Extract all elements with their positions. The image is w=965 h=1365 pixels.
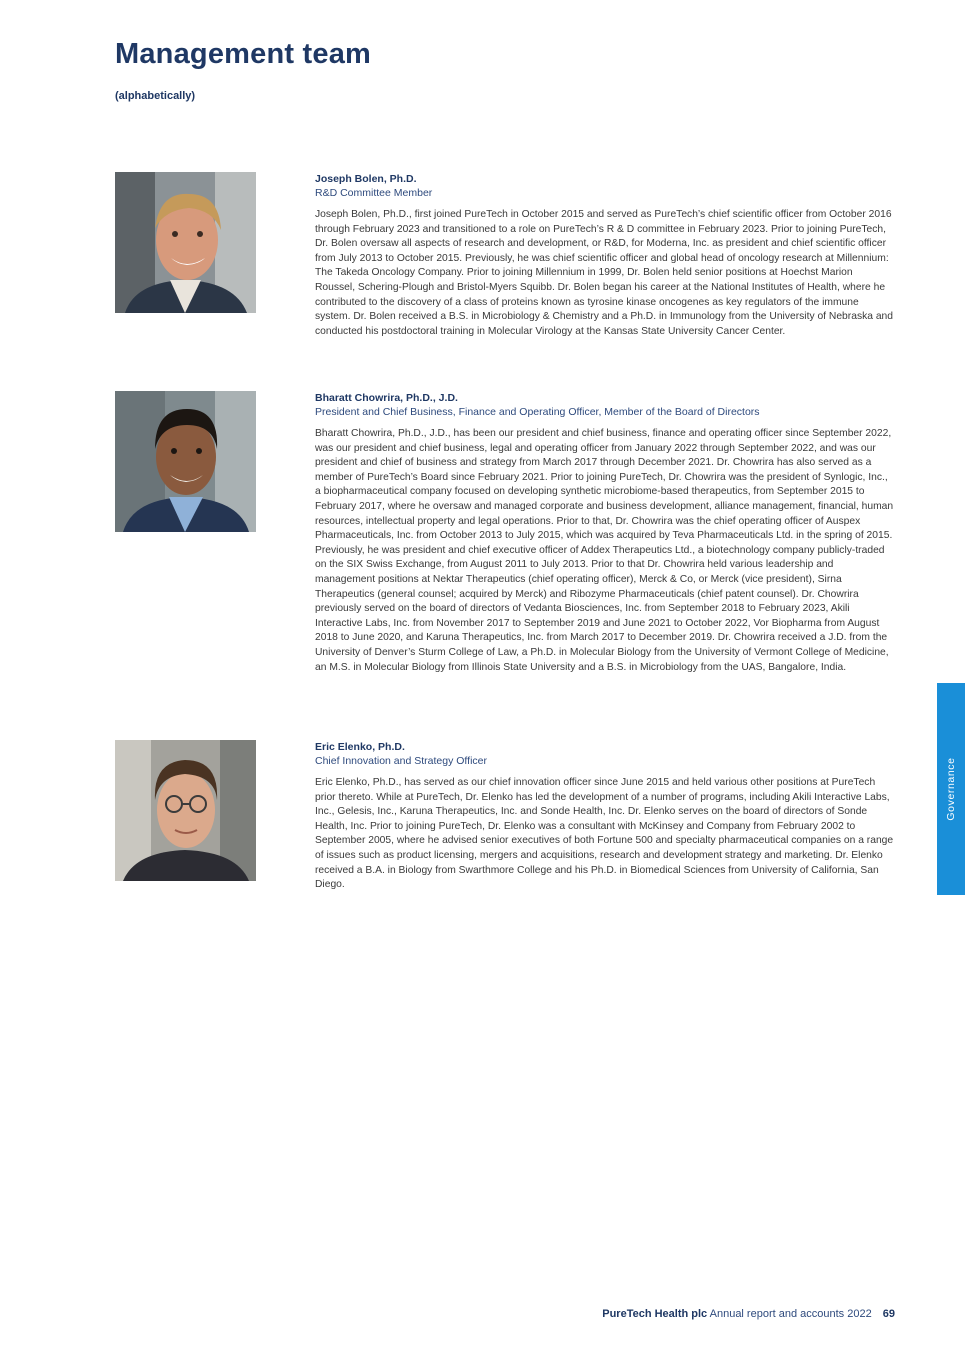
- governance-tab-label: Governance: [945, 757, 957, 821]
- member-role: Chief Innovation and Strategy Officer: [315, 755, 487, 767]
- governance-section-tab[interactable]: [937, 683, 965, 895]
- page-subtitle: (alphabetically): [115, 90, 196, 102]
- member-bio-block: [315, 391, 895, 675]
- portrait-photo: [115, 172, 256, 313]
- footer-company: PureTech Health plc: [602, 1308, 708, 1320]
- member-role: R&D Committee Member: [315, 187, 433, 199]
- member-bio-block: [315, 172, 895, 339]
- member-name: Bharatt Chowrira, Ph.D., J.D.: [315, 392, 458, 404]
- page-footer: [602, 1308, 895, 1320]
- member-name: Eric Elenko, Ph.D.: [315, 741, 405, 753]
- portrait-photo: [115, 740, 256, 881]
- member-bio: Bharatt Chowrira, Ph.D., J.D., has been our president and chief business, finance and operating officer since September 2022, was our president and chief business, legal and operating officer from January 2022 through September 2022, and was our president and chief of business and strategy from March 2017 through December 2021. Dr. Chowrira has also served as a member of PureTech’s Board since February 2021. Prior to joining PureTech, Dr. Chowrira was the president of Synlogic, Inc., a biopharmaceutical company focused on developing synthetic microbiome-based therapeutics, from September 2015 to February 2017, where he oversaw and managed corporate and business development, alliance management, financial, human resources, intellectual property and legal operations. Prior to that, Dr. Chowrira was the chief operating officer of Auspex Pharmaceuticals, Inc. from October 2013 to July 2015, which was acquired by Teva Pharmaceuticals Ltd. in the spring of 2015. Previously, he was president and chief executive officer of Addex Therapeutics Ltd., a biotechnology company publicly-traded on the SIX Swiss Exchange, from August 2011 to July 2013. Prior to that Dr. Chowrira held various leadership and management positions at Nektar Therapeutics (chief operating officer), Merck & Co, or Merck (vice president), Sirna Therapeutics (general counsel; acquired by Merck) and Ribozyme Pharmaceuticals (chief patent counsel). Dr. Chowrira previously served on the board of directors of Vedanta Biosciences, Inc. from September 2018 to February 2023, Akili Interactive Labs, Inc. from November 2017 to September 2019 and June 2021 to October 2022, Vor Biopharma from August 2018 to June 2020, and Karuna Therapeutics, Inc. from March 2017 to December 2019. Dr. Chowrira received a J.D. from the University of Denver’s Sturm College of Law, a Ph.D. in Molecular Biology from the University of Vermont College of Medicine, an M.S. in Molecular Biology from Illinois State University and a B.S. in Microbiology from the UAS, Bangalore, India.: [315, 428, 894, 673]
- portrait-image: [115, 172, 256, 313]
- portrait-image: [115, 740, 256, 881]
- member-name: Joseph Bolen, Ph.D.: [315, 173, 417, 185]
- member-bio: Joseph Bolen, Ph.D., first joined PureTech in October 2015 and served as PureTech’s chief scientific officer from October 2016 through February 2023 and transitioned to a role on PureTech’s R & D committee in February 2023. Prior to joining PureTech, Dr. Bolen oversaw all aspects of research and development, or R&D, for Moderna, Inc. as president and chief scientific officer from July 2013 to October 2015. Previously, he was chief scientific officer and global head of oncology research at Millennium: The Takeda Oncology Company. Prior to joining Millennium in 1999, Dr. Bolen held senior positions at Hoechst Marion Roussel, Schering-Plough and Bristol-Myers Squibb. Dr. Bolen began his career at the National Institutes of Health, where he contributed to the discovery of a class of proteins known as tyrosine kinase oncogenes as key regulators of the immune system. Dr. Bolen received a B.S. in Microbiology & Chemistry and a Ph.D. in Immunology from the University of Nebraska and conducted his postdoctoral training in Molecular Virology at the Kansas State University Cancer Center.: [315, 209, 894, 337]
- portrait-image: [115, 391, 256, 532]
- member-bio-block: [315, 740, 895, 893]
- member-role: President and Chief Business, Finance and Operating Officer, Member of the Board of Directors: [315, 406, 760, 418]
- page-title: Management team: [115, 38, 372, 70]
- page-number: 69: [882, 1308, 895, 1320]
- member-bio: Eric Elenko, Ph.D., has served as our chief innovation officer since June 2015 and held various other positions at PureTech prior thereto. While at PureTech, Dr. Elenko has led the development of a number of programs, including Akili Interactive Labs, Inc., Gelesis, Inc., Karuna Therapeutics, Inc. and Sonde Health, Inc. Dr. Elenko serves on the board of directors of Sonde Health, Inc. Prior to joining PureTech, Dr. Elenko was a consultant with McKinsey and Company from February 2002 to September 2005, where he advised senior executives of both Fortune 500 and specialty pharmaceutical companies on a range of issues such as product licensing, mergers and acquisitions, research and development strategy and marketing. Dr. Elenko received a B.A. in Biology from Swarthmore College and his Ph.D. in Biomedical Sciences from University of California, San Diego.: [315, 777, 894, 891]
- portrait-photo: [115, 391, 256, 532]
- footer-report-title: Annual report and accounts 2022: [709, 1308, 872, 1320]
